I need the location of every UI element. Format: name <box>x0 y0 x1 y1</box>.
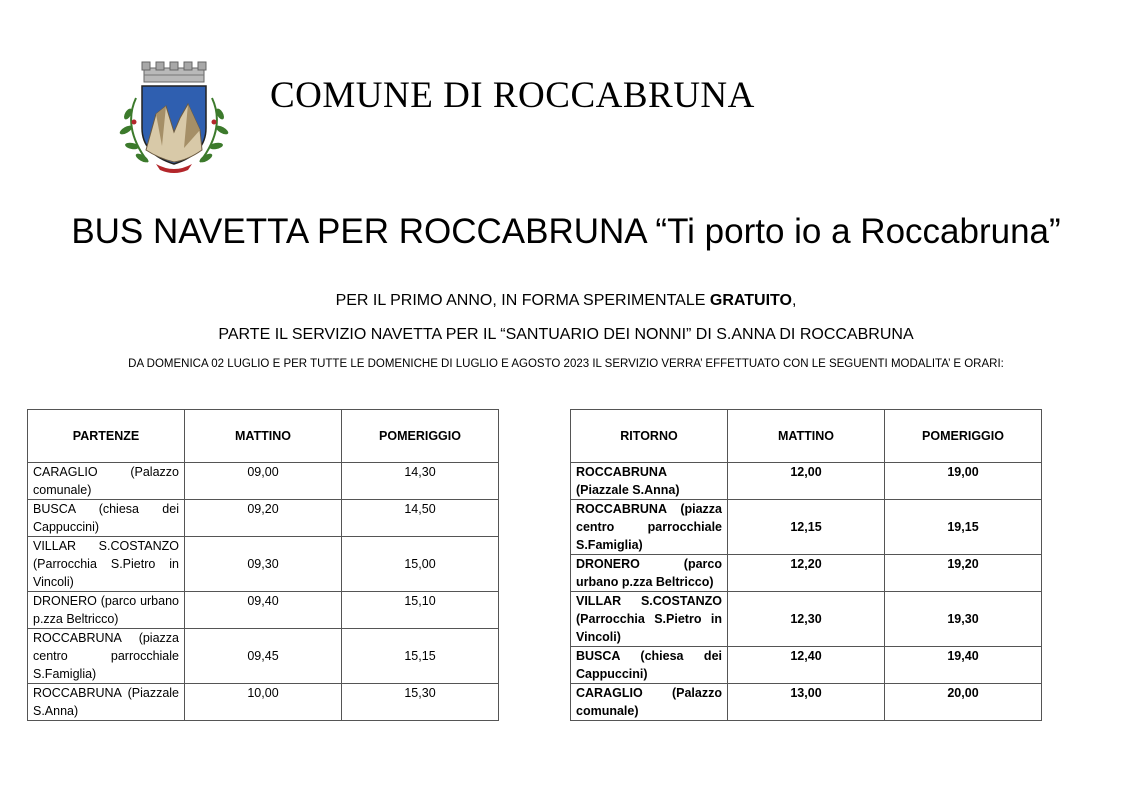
departures-header-place: PARTENZE <box>28 410 185 463</box>
returns-header-row <box>571 410 1042 463</box>
departure-place: DRONERO (parco urbano p.zza Beltricco) <box>28 592 185 629</box>
departure-place: VILLAR S.COSTANZO (Parrocchia S.Pietro in Vincoli) <box>28 537 185 592</box>
returns-header-afternoon: POMERIGGIO <box>885 410 1042 463</box>
table-row <box>28 629 499 684</box>
intro-line-schedule-dates: DA DOMENICA 02 LUGLIO E PER TUTTE LE DOMENICHE DI LUGLIO E AGOSTO 2023 IL SERVIZIO VERRA’ EFFETTUATO CON LE SEGUENTI MODALITA’ E ORARI: <box>128 358 1004 370</box>
return-afternoon-time: 19,40 <box>885 647 1042 684</box>
departure-place: CARAGLIO (Palazzo comunale) <box>28 463 185 500</box>
departure-place: ROCCABRUNA (piazza centro parrocchiale S.Famiglia) <box>28 629 185 684</box>
table-row <box>28 463 499 500</box>
return-afternoon-time: 19,00 <box>885 463 1042 500</box>
table-row <box>28 500 499 537</box>
municipality-title: COMUNE DI ROCCABRUNA <box>270 75 755 116</box>
return-place: CARAGLIO (Palazzo comunale) <box>571 684 728 721</box>
departure-morning-time: 10,00 <box>185 684 342 721</box>
departure-morning-time: 09,40 <box>185 592 342 629</box>
departure-afternoon-time: 15,10 <box>342 592 499 629</box>
return-morning-time: 12,20 <box>728 555 885 592</box>
departure-afternoon-time: 15,00 <box>342 537 499 592</box>
return-morning-time: 12,40 <box>728 647 885 684</box>
table-row <box>28 537 499 592</box>
departures-header-morning: MATTINO <box>185 410 342 463</box>
table-row <box>571 647 1042 684</box>
return-place: VILLAR S.COSTANZO (Parrocchia S.Pietro in Vincoli) <box>571 592 728 647</box>
intro-free-label: GRATUITO <box>709 292 792 309</box>
returns-header-morning: MATTINO <box>728 410 885 463</box>
departure-place: ROCCABRUNA (Piazzale S.Anna) <box>28 684 185 721</box>
return-morning-time: 12,00 <box>728 463 885 500</box>
intro-line-free-service <box>0 292 1132 310</box>
return-afternoon-time: 19,15 <box>885 500 1042 555</box>
departure-morning-time: 09,00 <box>185 463 342 500</box>
table-row <box>28 592 499 629</box>
return-morning-time: 13,00 <box>728 684 885 721</box>
return-place: DRONERO (parco urbano p.zza Beltricco) <box>571 555 728 592</box>
departure-afternoon-time: 14,50 <box>342 500 499 537</box>
return-afternoon-time: 19,20 <box>885 555 1042 592</box>
return-place: BUSCA (chiesa dei Cappuccini) <box>571 647 728 684</box>
table-row <box>28 684 499 721</box>
departure-morning-time: 09,30 <box>185 537 342 592</box>
return-place: ROCCABRUNA (piazza centro parrocchiale S.Famiglia) <box>571 500 728 555</box>
page-headline: BUS NAVETTA PER ROCCABRUNA “Ti porto io a Roccabruna” <box>71 212 1061 251</box>
return-afternoon-time: 19,30 <box>885 592 1042 647</box>
departures-header-row <box>28 410 499 463</box>
return-morning-time: 12,30 <box>728 592 885 647</box>
departures-header-afternoon: POMERIGGIO <box>342 410 499 463</box>
departure-afternoon-time: 15,15 <box>342 629 499 684</box>
municipal-crest-icon <box>112 58 236 176</box>
return-afternoon-time: 20,00 <box>885 684 1042 721</box>
intro-line1-suffix: , <box>791 292 797 309</box>
intro-line-service-description: PARTE IL SERVIZIO NAVETTA PER IL “SANTUARIO DEI NONNI” DI S.ANNA DI ROCCABRUNA <box>218 326 914 343</box>
table-row <box>571 684 1042 721</box>
intro-line1-prefix: PER IL PRIMO ANNO, IN FORMA SPERIMENTALE <box>335 292 710 309</box>
table-row <box>571 592 1042 647</box>
departure-afternoon-time: 14,30 <box>342 463 499 500</box>
return-place: ROCCABRUNA (Piazzale S.Anna) <box>571 463 728 500</box>
table-row <box>571 463 1042 500</box>
departure-afternoon-time: 15,30 <box>342 684 499 721</box>
table-row <box>571 555 1042 592</box>
departure-morning-time: 09,45 <box>185 629 342 684</box>
returns-header-place: RITORNO <box>571 410 728 463</box>
departure-morning-time: 09,20 <box>185 500 342 537</box>
returns-table <box>570 409 1042 721</box>
table-row <box>571 500 1042 555</box>
return-morning-time: 12,15 <box>728 500 885 555</box>
departures-table <box>27 409 499 721</box>
departure-place: BUSCA (chiesa dei Cappuccini) <box>28 500 185 537</box>
